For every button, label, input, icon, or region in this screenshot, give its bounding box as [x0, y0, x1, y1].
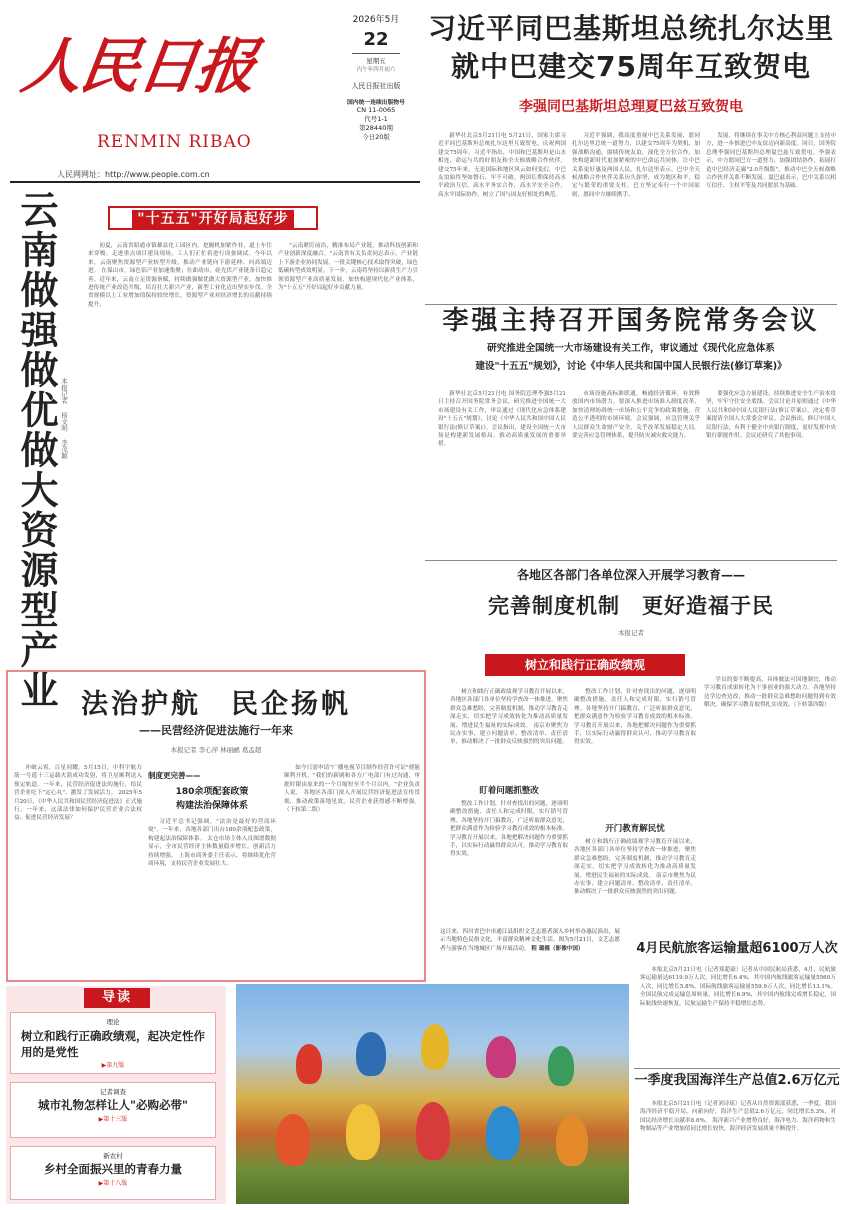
- website-line: 人民网网址：http://www.people.com.cn: [57, 170, 210, 179]
- guide-item-page: ▶第十八版: [98, 1180, 128, 1187]
- law-subtitle: ——民营经济促进法施行一年来: [139, 724, 293, 737]
- study-headline: 完善制度机制 更好造福于民: [488, 594, 774, 618]
- dancer-figure: [548, 1046, 574, 1086]
- publisher: 人民日报社出版: [351, 82, 401, 90]
- dancer-figure: [486, 1106, 520, 1160]
- dancer-figure: [416, 1102, 450, 1160]
- aviation-headline: 4月民航旅客运输量超6100万人次: [636, 941, 838, 956]
- liqiang-col2: 市场设施高标准联通，畅通经济循环，有效释放国内市场潜力。要深入推进市场准入制度改革，加快清理妨碍统一市场和公平竞争的政策措施，营造公平透明的市场环境。会议强调，应急管理关乎人民群众生命财产安全，关乎改革发展稳定大局。要完善应急管理体系，提升防灾减灾救灾能力。: [572, 391, 700, 440]
- dancer-figure: [346, 1104, 380, 1160]
- liqiang-headline: 李强主持召开国务院常务会议: [442, 306, 820, 336]
- lead-col3: 发展，将继续在事关中方核心利益问题上支持中方，进一步推进巴中友谊迈向新高度。同日，国务院总理李强同巴基斯坦总理夏巴兹互致贺电。李强表示，中方愿同巴方一道努力，加强团结协作，拓展打造中巴经济走廊"2.0升级版"，推动中巴全天候战略合作伙伴关系不断发展。夏巴兹表示，巴中关系以相互信任、主权平等及共同愿景为基础。: [706, 133, 836, 190]
- dancer-figure: [276, 1114, 310, 1166]
- dancer-figure: [486, 1036, 516, 1078]
- guide-kicker: 理论: [106, 1018, 120, 1026]
- date-lunar: 丙午年四月初六: [356, 67, 396, 73]
- guide-title: 导读: [84, 988, 150, 1008]
- liqiang-subhead-line2: 建设"十五五"规划》，讨论《中华人民共和国中国人民银行法(修订草案)》: [475, 361, 787, 372]
- guide-item-page: ▶第九版: [101, 1062, 125, 1069]
- date-day: 22: [363, 29, 389, 50]
- law-byline: 本报记者 李心萍 林丽鹂 葛孟超: [170, 746, 262, 754]
- photo-caption: [440, 928, 620, 978]
- study-sub2: 开门教育解民忧: [605, 824, 665, 834]
- lead-headline: [425, 10, 837, 86]
- masthead-pinyin: RENMIN RIBAO: [97, 132, 252, 152]
- dancer-figure: [556, 1116, 588, 1166]
- law-col2: 习近平总书记强调，"法治是最好的营商环境"。一年来，各地各部门出台180余项配套政策，构建起法治保障体系。 太仓市场主体入良图谱数据显示，全市民营经济主体数量稳步增长，创新活力持续增强。 上海市商务委主任表示，将继续优化营商环境，支持民营企业发展壮大。: [148, 819, 276, 868]
- study-sub1: 盯着问题抓整改: [479, 786, 539, 796]
- law-sidebar-title2: 构建法治保障体系: [175, 801, 248, 811]
- study-col2b: 树立和践行正确政绩观学习教育开展以来，各地区各部门各单位坚持学查改一体推进，聚焦群众急难愁盼，完善制度机制，推动学习教育走深走实，切实把学习成效转化为推动高质量发展、增进民生福祉的实际成效。 南京市聚焦为民办实事，建立问题清单、整改清单、责任清单，推动解决了一批群众反映强烈的突出问题。: [574, 839, 696, 896]
- photo-caption-text: 这日来，四川省巴中市通江县组织文艺志愿者深入乡村举办惠民演出，展示当地特色民俗文化，丰富群众精神文化生活。图为5月21日，文艺志愿者与游客在当地城区广场开展活动。: [440, 929, 620, 952]
- dancer-figure: [356, 1032, 386, 1076]
- law-col1: 冲破云霄，百星同耀。5月15日，中科宇航力箭一号遥十三运载火箭成功发射，将卫星顺利送入预定轨道。一年来，民营经济促进法的施行，给民营企业吃下"定心丸"，激发了发展活力。 2025年5月20日，《中华人民共和国民营经济促进法》正式施行。一年来，这部法律如何保护民营企业合法权益、促进民营经济发展？: [14, 765, 142, 822]
- guide-kicker: 新农村: [103, 1152, 123, 1160]
- lead-subhead: 李强同巴基斯坦总理夏巴兹互致贺电: [519, 99, 743, 115]
- lead-headline-line1: 习近平同巴基斯坦总统扎尔达里: [427, 12, 834, 45]
- yunnan-vertical-title: 云南做强做优做大资源型产业: [14, 190, 58, 710]
- study-kicker: 各地区各部门各单位深入开展学习教育——: [516, 568, 745, 582]
- guide-item-countryside[interactable]: [10, 1146, 216, 1200]
- yunnan-byline: 本报记者 杨文明 李茂颖: [60, 378, 68, 459]
- code-number: 代号1-1: [364, 115, 388, 123]
- guide-item-theory[interactable]: [10, 1012, 216, 1074]
- law-sidebar-kicker: 制度更完善——: [148, 771, 201, 780]
- study-banner: 树立和践行正确政绩观: [485, 654, 685, 676]
- study-col1: 树立和践行正确政绩观学习教育开展以来，各地区各部门各单位坚持学查改一体推进，聚焦群众急难愁盼，完善制度机制，推动学习教育走深走实，切实把学习成效转化为推动高质量发展、增进民生福祉的实际成效。 南京市聚焦为民办实事，建立问题清单、整改清单、责任清单，推动解决了一批群众反映强烈的突出问题。: [450, 689, 568, 746]
- law-headline: 法治护航 民企扬帆: [81, 689, 351, 720]
- lead-headline-line2: 就中巴建交75周年互致贺电: [451, 50, 811, 83]
- shiwuwu-banner: "十五五"开好局起好步: [108, 206, 318, 230]
- guide-item-investigation[interactable]: [10, 1082, 216, 1138]
- dancer-figure: [421, 1024, 449, 1070]
- serial-label: 国内统一连续出版物号: [347, 100, 405, 106]
- issue-number: 第28440期: [359, 124, 393, 132]
- dancer-figure: [296, 1044, 322, 1084]
- masthead-logo: 人民日报: [17, 32, 259, 102]
- liqiang-subhead: [425, 340, 837, 376]
- yunnan-col2: "云南紧盯前沿，精准布局产业链，推动科技创新和产业创新深度融合。"云南省有关负责同志表示。产业链上下游企业协同发展，一批关键核心技术取得突破，绿色低碳转型成效明显。下一步，云南将坚持以新质生产力引领资源型产业高质量发展，加快构建现代化产业体系，为"十五五"开好局起好步贡献力量。: [278, 243, 418, 292]
- cn-number: CN 11-0065: [356, 106, 396, 114]
- study-col3: 学员的要不断提高，具体做法可因地制宜，推动学习教育成果转化为干事创业的强大动力。各地坚持边学边查边改，推动一批群众急难愁盼问题得到有效解决，确保学习教育取得扎实成效。（下转第四版）: [704, 677, 836, 709]
- guide-kicker: 记者调查: [100, 1088, 126, 1096]
- liqiang-col1: 新华社北京5月21日电 国务院总理李强5月21日主持召开国务院常务会议，研究推进全国统一大市场建设有关工作，审议通过《现代化应急体系建设"十五五"规划》，讨论《中华人民共和国中国人民银行法(修订草案)》。会议指出，建设全国统一大市场是构建新发展格局、推动高质量发展的重要举措。: [438, 391, 566, 448]
- study-col2: 整改工作计划，针对查找出的问题，逐项明确整改措施、责任人和完成时限，实行销号管理。各地坚持开门搞教育，广泛听取群众意见，把群众满意作为检验学习教育成效的根本标准。 学习教育开展以来，各地把解决问题作为重要抓手，以实际行动赢得群众认可，推动学习教育取得实效。: [574, 689, 696, 746]
- news-photo: [236, 984, 629, 1204]
- yunnan-col1: 初夏，云南省昭通市镇雄县化工园区内，挖掘机加紧作业，道上车往来穿梭。走进重点项目建设现场，工人们正忙着进行设备调试。今年以来，云南聚焦资源型产业转型升级，推动产业链向下游延伸、向高端迈进。 在保山市，绿色铝产业加速集聚；在曲靖市，硅光伏产业链条日趋完善。近年来，云南立足资源禀赋，持续做强做优做大资源型产业，加快推进传统产业改造升级，培育壮大新兴产业，新型工业化迈出坚实步伐。全省规模以上工业增加值保持较快增长，资源型产业对经济增长的贡献持续提升。: [88, 243, 272, 308]
- ocean-headline: 一季度我国海洋生产总值2.6万亿元: [634, 1073, 840, 1088]
- date-block: [336, 12, 416, 141]
- lead-col1: 新华社北京5月21日电 5月21日，国家主席习近平同巴基斯坦总统扎尔达里互致贺电，庆祝两国建交75周年。习近平指出，中国和巴基斯坦是山水相连、命运与共的好朋友和全天候战略合作伙伴。建交75年来，无论国际和地区风云如何变幻，中巴友谊始终坚如磐石、牢不可破。两国长期保持高水平政治互信，高水平务实合作，高水平安全合作，高水平国际协作，树立了国与国友好相处的典范。: [438, 133, 566, 198]
- study-col1b: 整改工作计划，针对查找出的问题，逐项明确整改措施、责任人和完成时限，实行销号管理。各地坚持开门搞教育，广泛听取群众意见，把群众满意作为检验学习教育成效的根本标准。 学习教育开展以来，各地把解决问题作为重要抓手，以实际行动赢得群众认可，推动学习教育取得实效。: [450, 801, 568, 858]
- law-col3: 如今只需申请"广播电视节目制作经营许可证"便能顺利开机。"我们的新剧和各方广电部门有过沟通，审批时限由原来的一个月缩短至半个月以内。"企业负责人说。 各地区各部门深入开展民营经济促进法宣传贯彻，推动政策落地见效，民营企业获得感不断增强。（下转第二版）: [284, 765, 420, 814]
- guide-item-title: 城市礼物怎样让人"必购必带": [38, 1098, 188, 1112]
- aviation-text: 本报北京5月21日电（记者郑超豪）记者从中国民航局获悉，4月，民航旅客运输量达6119.9万人次，同比增长6.4%，其中国内航线旅客运输量5560万人次，同比增长5.8%，国际航线旅客运输量559.9万人次，同比增长13.1%。 全国民航完成运输总周转量，同比增长6.9%，其中国内航线完成增长稳定，国际航线快速恢复。民航运输生产保持平稳增长态势。: [640, 967, 836, 1007]
- page-count: 今日20版: [362, 133, 390, 141]
- photo-credit: 程 璐摄（影像中国）: [531, 945, 584, 952]
- lead-col2: 习近平强调，我高度重视中巴关系发展，愿同扎尔达里总统一道努力，以建交75周年为契机，加强战略沟通，赓续传统友谊，深化全方位合作，加快构建新时代更加紧密的中巴命运共同体，让中巴关系更好惠及两国人民。扎尔达里表示，巴中全天候战略合作伙伴关系历久弥坚，成为地区和平、稳定与繁荣的重要支柱。巴方坚定奉行一个中国原则，愿同中方继续携手。: [572, 133, 700, 198]
- guide-item-title: 树立和践行正确政绩观，起决定性作用的是党性: [21, 1029, 205, 1059]
- guide-item-page: ▶第十三版: [98, 1116, 128, 1123]
- guide-item-title: 乡村全面振兴里的青春力量: [44, 1162, 182, 1176]
- date-year-month: 2026年5月: [352, 15, 400, 25]
- law-sidebar-title1: 180余项配套政策: [175, 787, 249, 797]
- liqiang-col3: 要强化应急力量建设，持续推进安全生产治本攻坚，牢牢守住安全底线。会议讨论并原则通过《中华人民共和国中国人民银行法(修订草案)》，决定将草案提请全国人大常委会审议。会议指出，修订中国人民银行法，有利于健全中央银行制度，更好发挥中央银行职能作用。会议还研究了其他事项。: [706, 391, 836, 440]
- study-byline: 本报记者: [618, 629, 644, 637]
- date-weekday: 星期五: [366, 57, 386, 65]
- liqiang-subhead-line1: 研究推进全国统一大市场建设有关工作，审议通过《现代化应急体系: [487, 343, 775, 354]
- ocean-text: 本报北京5月21日电（记者刘诗瑶）记者从自然资源部获悉，一季度，我国海洋经济平稳开局、向新向好，海洋生产总值2.6万亿元，同比增长5.3%，对国民经济增长贡献率8.6%。 海洋新兴产业增势良好，海洋电力、海洋药物和生物制品等产业增加值同比增长较快，海洋经济发展质量不断提升。: [640, 1101, 836, 1133]
